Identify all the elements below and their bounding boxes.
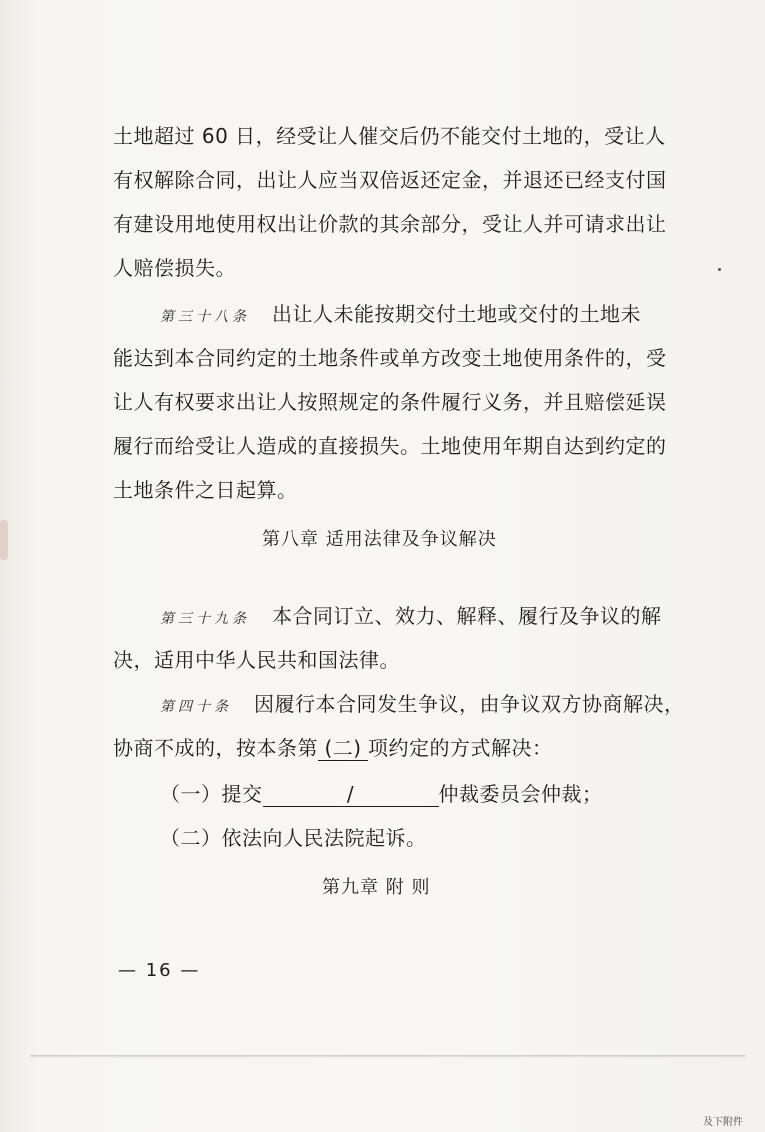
corner-text: 及下附件 (703, 1117, 743, 1128)
article-39-tag: 第三十九条 (160, 611, 250, 627)
article-38-first-line (160, 302, 641, 329)
para-line: 让人有权要求出让人按照规定的条件履行义务，并且赔偿延误 (113, 390, 667, 414)
para-line: 履行而给受让人造成的直接损失。土地使用年期自达到约定的 (113, 434, 667, 458)
option-1-suffix: 仲裁委员会仲裁； (438, 782, 603, 806)
article-39-first-line (160, 604, 662, 631)
chapter-8-heading: 第八章 适用法律及争议解决 (262, 529, 497, 550)
option-2: （二）依法向人民法院起诉。 (160, 826, 427, 850)
scan-mark (0, 520, 8, 560)
para-line: 决，适用中华人民共和国法律。 (113, 648, 400, 672)
chapter-9-heading: 第九章 附 则 (322, 877, 431, 898)
option-1 (160, 782, 603, 807)
option-1-prefix: （一）提交 (160, 782, 263, 806)
para-line: 有建设用地使用权出让价款的其余部分，受让人并可请求出让 (113, 212, 667, 236)
dispute-choice-field: (二) (318, 736, 368, 761)
para-line: 土地条件之日起算。 (113, 478, 298, 502)
arbitration-commission-field: / (263, 782, 439, 807)
para-line: 人赔偿损失。 (113, 256, 236, 280)
article-40-text: 协商不成的，按本条第 (113, 736, 318, 760)
article-38-tag: 第三十八条 (160, 309, 250, 325)
article-40-first-line (160, 692, 685, 719)
article-38-text: 出让人未能按期交付土地或交付的土地未 (272, 302, 641, 326)
article-40-tag: 第四十条 (160, 699, 232, 715)
page-edge-shadow (30, 1055, 745, 1058)
article-39-text: 本合同订立、效力、解释、履行及争议的解 (272, 604, 662, 628)
para-line: 有权解除合同，出让人应当双倍返还定金，并退还已经支付国 (113, 168, 667, 192)
article-40-text: 因履行本合同发生争议，由争议双方协商解决， (254, 692, 685, 716)
scan-dot (718, 268, 721, 271)
para-line: 土地超过 60 日，经受让人催交后仍不能交付土地的，受让人 (113, 124, 666, 148)
article-40-text: 项约定的方式解决： (368, 736, 553, 760)
article-40-second-line (113, 736, 553, 761)
page-number: — 16 — (118, 960, 201, 981)
para-line: 能达到本合同约定的土地条件或单方改变土地使用条件的，受 (113, 346, 667, 370)
